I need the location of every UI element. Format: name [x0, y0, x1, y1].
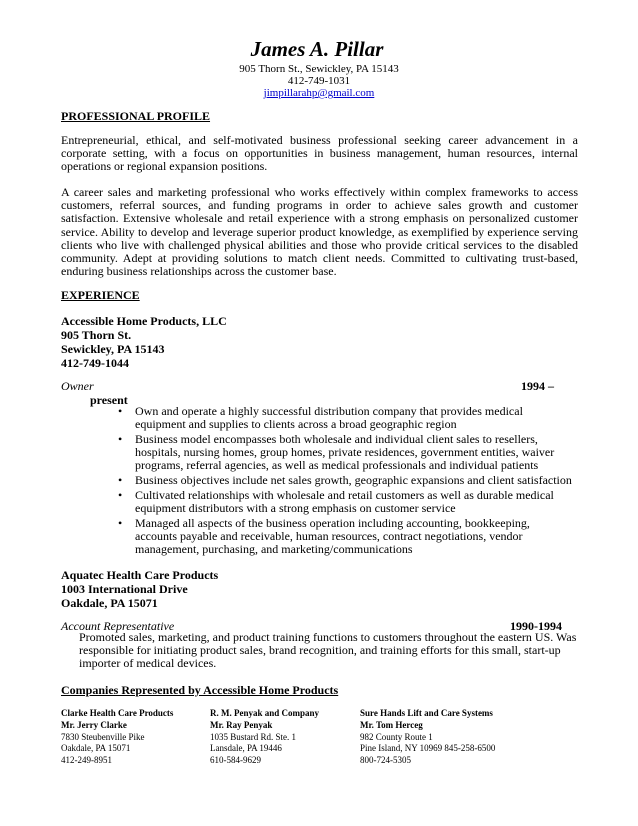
- list-item: • Own and operate a highly successful distribution company that provides medical equipment and supplies to clients across a broad geographic region: [118, 404, 523, 432]
- profile-paragraph-2: A career sales and marketing professional who works effectively within complex frameworks to access customers, referral sources, and funding programs in order to achieve sales growth and customer satisfaction. Extensive wholesale and retail experience with a strong emphasis on personalized customer service. Ability to develop and leverage superior product knowledge, as exemplified by experience serving clients who live with challenged physical abilities and those who provide critical services to the disabled community. Adept at providing solutions to match client needs. Committed to cultivating trust-based, enduring business relationships across the customer base.: [61, 185, 578, 279]
- bullet-icon: •: [118, 404, 123, 418]
- company-phone: 412-249-8951: [61, 755, 112, 766]
- job1-role: Owner: [61, 379, 94, 393]
- list-item: • Managed all aspects of the business operation including accounting, bookkeeping, accounts payable and receivable, human resources, contract negotiations, vendor management, purchasing, and marketing/communications: [118, 515, 530, 557]
- job2-street: 1003 International Drive: [61, 582, 188, 596]
- bullet-icon: •: [118, 431, 123, 446]
- company-street: 1035 Bustard Rd. Ste. 1: [210, 731, 297, 742]
- job1-dates-end: present: [90, 393, 128, 407]
- company-street: 7830 Steubenville Pike: [61, 731, 145, 742]
- candidate-name: James A. Pillar: [250, 37, 384, 61]
- job1-city: Sewickley, PA 15143: [61, 342, 165, 356]
- companies-heading: Companies Represented by Accessible Home Products: [61, 683, 339, 697]
- job2-company: Aquatec Health Care Products: [61, 568, 219, 582]
- company-phone: 610-584-9629: [210, 755, 261, 766]
- candidate-phone: 412-749-1031: [287, 75, 351, 87]
- company-contact: Mr. Ray Penyak: [210, 719, 273, 730]
- company-street: 982 County Route 1: [360, 731, 433, 742]
- company-phone: 800-724-5305: [360, 755, 411, 766]
- job1-phone: 412-749-1044: [61, 356, 129, 370]
- job2-city: Oakdale, PA 15071: [61, 596, 158, 610]
- list-item: • Business model encompasses both wholesale and individual client sales to resellers, hospitals, nursing homes, group homes, private residences, government entities, waiver programs, referral agencies, as well as medical professionals and individual patients: [118, 431, 555, 473]
- job1-bullet-list: [118, 405, 573, 558]
- company-city: Lansdale, PA 19446: [210, 743, 282, 754]
- company-name: Sure Hands Lift and Care Systems: [360, 708, 493, 718]
- job1-company: Accessible Home Products, LLC: [61, 314, 227, 328]
- company-block-penyak: [210, 708, 319, 767]
- candidate-email-link[interactable]: jimpillarahp@gmail.com: [263, 87, 375, 99]
- bullet-icon: •: [118, 473, 123, 488]
- bullet-icon: •: [118, 515, 123, 530]
- bullet-icon: •: [118, 487, 123, 502]
- job2-description: Promoted sales, marketing, and product training functions to customers throughout the eastern US. Was responsible for initiating product sales, brand recognition, and training efforts for this small, start-up importer of medical devices.: [79, 630, 577, 671]
- company-name: R. M. Penyak and Company: [210, 708, 320, 718]
- list-item: • Business objectives include net sales growth, geographic expansions and client satisfaction: [118, 473, 572, 488]
- job1-street: 905 Thorn St.: [61, 328, 132, 342]
- company-city: Pine Island, NY 10969 845-258-6500: [360, 743, 496, 754]
- company-contact: Mr. Jerry Clarke: [61, 719, 127, 730]
- company-block-clarke: [61, 708, 173, 767]
- company-contact: Mr. Tom Herceg: [360, 719, 423, 730]
- experience-heading: EXPERIENCE: [61, 288, 140, 302]
- profile-heading: PROFESSIONAL PROFILE: [61, 109, 211, 123]
- job2-role: Account Representative: [61, 619, 175, 633]
- candidate-address: 905 Thorn St., Sewickley, PA 15143: [239, 63, 399, 75]
- company-city: Oakdale, PA 15071: [61, 743, 131, 754]
- job2-dates: 1990-1994: [510, 619, 562, 633]
- company-name: Clarke Health Care Products: [61, 708, 174, 718]
- company-block-sure-hands: [360, 708, 495, 767]
- list-item: • Cultivated relationships with wholesale and retail customers as well as durable medical equipment distributors with a strong emphasis on customer service: [118, 487, 554, 515]
- job1-dates-start: 1994 –: [521, 379, 554, 393]
- profile-paragraph-1: Entrepreneurial, ethical, and self-motivated business professional seeking career advancement in a corporate setting, with a focus on opportunities in business management, human resources, internal operations or regional expansion positions.: [61, 133, 578, 174]
